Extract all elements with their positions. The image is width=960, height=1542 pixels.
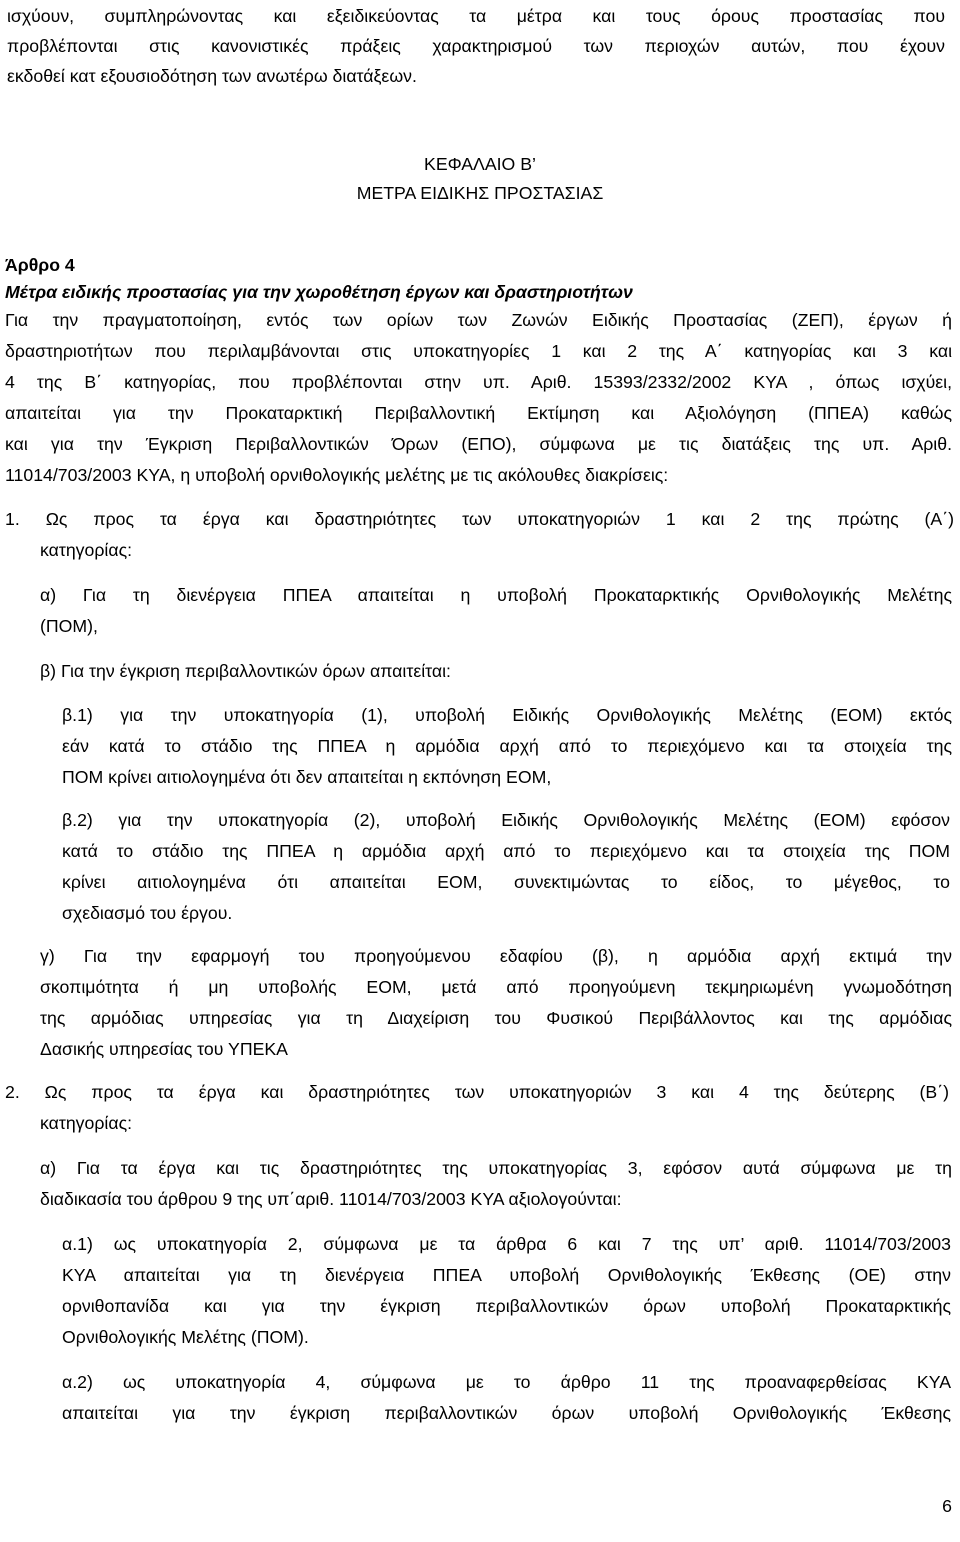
item-1-c-line-2: σκοπιμότητα ή μη υποβολής ΕΟΜ, μετά από προηγούμενη τεκμηριωμένη γνωμοδότηση xyxy=(40,977,952,997)
item-1-a-line-1: α) Για τη διενέργεια ΠΠΕΑ απαιτείται η υποβολή Προκαταρκτικής Ορνιθολογικής Μελέτης xyxy=(40,585,952,605)
item-1-b2-line-1: β.2) για την υποκατηγορία (2), υποβολή Ειδικής Ορνιθολογικής Μελέτης (ΕΟΜ) εφόσον xyxy=(62,810,950,830)
item-1-c-line-4: Δασικής υπηρεσίας του ΥΠΕΚΑ xyxy=(40,1039,288,1059)
body-line-5: και για την Έγκριση Περιβαλλοντικών Όρων (ΕΠΟ), σύμφωνα με τις διατάξεις της υπ. Αριθ. xyxy=(5,434,952,454)
item-1-b: β) Για την έγκριση περιβαλλοντικών όρων απαιτείται: xyxy=(40,661,451,681)
item-1-c-line-3: της αρμόδιας υπηρεσίας για τη Διαχείριση του Φυσικού Περιβάλλοντος και της αρμόδιας xyxy=(40,1008,952,1028)
item-1-b2-line-3: κρίνει αιτιολογημένα ότι απαιτείται ΕΟΜ, συνεκτιμώντας το είδος, το μέγεθος, το xyxy=(62,872,950,892)
page-number: 6 xyxy=(942,1496,952,1516)
item-2-a1-line-3: ορνιθοπανίδα και για την έγκριση περιβαλλοντικών όρων υποβολή Προκαταρκτικής xyxy=(62,1296,951,1316)
body-line-2: δραστηριοτήτων που περιλαμβάνονται στις υποκατηγορίες 1 και 2 της Α΄ κατηγορίας και 3 και xyxy=(5,341,952,361)
body-line-6: 11014/703/2003 ΚΥΑ, η υποβολή ορνιθολογικής μελέτης με τις ακόλουθες διακρίσεις: xyxy=(5,465,669,485)
body-line-3: 4 της Β΄ κατηγορίας, που προβλέπονται στην υπ. Αριθ. 15393/2332/2002 ΚΥΑ , όπως ισχύει, xyxy=(5,372,952,392)
article-title: Άρθρο 4 xyxy=(5,255,75,275)
item-1-line-1: 1. Ως προς τα έργα και δραστηριότητες των υποκατηγοριών 1 και 2 της πρώτης (Α΄) xyxy=(5,509,954,529)
body-line-4: απαιτείται για την Προκαταρκτική Περιβαλλοντική Εκτίμηση και Αξιολόγηση (ΠΠΕΑ) καθώς xyxy=(5,403,952,423)
item-2-a1-line-4: Ορνιθολογικής Μελέτης (ΠΟΜ). xyxy=(62,1327,309,1347)
item-2-a1-line-2: ΚΥΑ απαιτείται για τη διενέργεια ΠΠΕΑ υποβολή Ορνιθολογικής Έκθεσης (ΟΕ) στην xyxy=(62,1265,951,1285)
item-1-b2-line-4: σχεδιασμό του έργου. xyxy=(62,903,233,923)
item-1-b2-line-2: κατά το στάδιο της ΠΠΕΑ η αρμόδια αρχή από το περιεχόμενο και τα στοιχεία της ΠΟΜ xyxy=(62,841,950,861)
item-2-a2-line-2: απαιτείται για την έγκριση περιβαλλοντικών όρων υποβολή Ορνιθολογικής Έκθεσης xyxy=(62,1403,951,1423)
item-1-c-line-1: γ) Για την εφαρμογή του προηγούμενου εδαφίου (β), η αρμόδια αρχή εκτιμά την xyxy=(40,946,952,966)
intro-line-3: εκδοθεί κατ εξουσιοδότηση των ανωτέρω διατάξεων. xyxy=(7,66,417,86)
chapter-title: ΚΕΦΑΛΑΙΟ Β’ xyxy=(424,154,536,174)
item-2-a1-line-1: α.1) ως υποκατηγορία 2, σύμφωνα με τα άρθρα 6 και 7 της υπ’ αριθ. 11014/703/2003 xyxy=(62,1234,951,1254)
item-2-line-2: κατηγορίας: xyxy=(40,1113,133,1133)
item-2-a-line-1: α) Για τα έργα και τις δραστηριότητες της υποκατηγορίας 3, εφόσον αυτά σύμφωνα με τη xyxy=(40,1158,952,1178)
item-1-b1-line-3: ΠΟΜ κρίνει αιτιολογημένα ότι δεν απαιτείται η εκπόνηση ΕΟΜ, xyxy=(62,767,552,787)
intro-line-1: ισχύουν, συμπληρώνοντας και εξειδικεύοντας τα μέτρα και τους όρους προστασίας που xyxy=(7,6,945,26)
chapter-subtitle: ΜΕΤΡΑ ΕΙΔΙΚΗΣ ΠΡΟΣΤΑΣΙΑΣ xyxy=(356,183,604,203)
intro-line-2: προβλέπονται στις κανονιστικές πράξεις χαρακτηρισμού των περιοχών αυτών, που έχουν xyxy=(7,36,945,56)
item-1-line-2: κατηγορίας: xyxy=(40,540,133,560)
item-2-line-1: 2. Ως προς τα έργα και δραστηριότητες των υποκατηγοριών 3 και 4 της δεύτερης (Β΄) xyxy=(5,1082,949,1102)
item-1-a-line-2: (ΠΟΜ), xyxy=(40,616,98,636)
item-2-a-line-2: διαδικασία του άρθρου 9 της υπ΄αριθ. 11014/703/2003 ΚΥΑ αξιολογούνται: xyxy=(40,1189,622,1209)
item-1-b1-line-1: β.1) για την υποκατηγορία (1), υποβολή Ειδικής Ορνιθολογικής Μελέτης (ΕΟΜ) εκτός xyxy=(62,705,952,725)
article-subtitle: Μέτρα ειδικής προστασίας για την χωροθέτηση έργων και δραστηριοτήτων xyxy=(5,282,633,302)
item-1-b1-line-2: εάν κατά το στάδιο της ΠΠΕΑ η αρμόδια αρχή από το περιεχόμενο και τα στοιχεία της xyxy=(62,736,952,756)
body-line-1: Για την πραγματοποίηση, εντός των ορίων των Ζωνών Ειδικής Προστασίας (ΖΕΠ), έργων ή xyxy=(5,310,952,330)
item-2-a2-line-1: α.2) ως υποκατηγορία 4, σύμφωνα με το άρθρο 11 της προαναφερθείσας ΚΥΑ xyxy=(62,1372,951,1392)
